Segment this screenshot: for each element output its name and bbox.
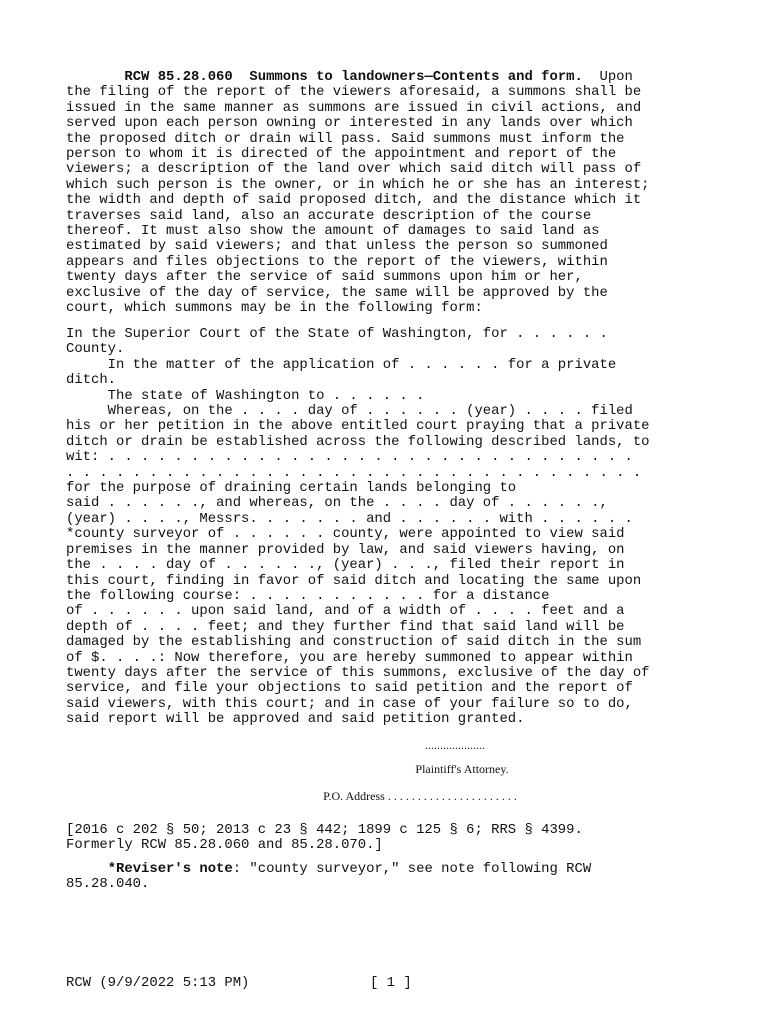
form-line: service, and file your objections to said petition and the report of: [66, 680, 633, 697]
intro-line: traverses said land, also an accurate description of the course: [66, 207, 592, 224]
form-line: . . . . . . . . . . . . . . . . . . . . . . . . . . . . . . . . . . .: [66, 464, 642, 481]
intro-line: the filing of the report of the viewers aforesaid, a summons shall be: [66, 84, 642, 101]
history-line: [2016 c 202 § 50; 2013 c 23 § 442; 1899 c 125 § 6; RRS § 4399.: [66, 822, 583, 838]
form-line: of . . . . . . upon said land, and of a width of . . . . feet and a: [66, 603, 625, 620]
intro-first: Upon: [582, 69, 633, 85]
form-line: said report will be approved and said petition granted.: [66, 711, 525, 728]
intro-line: issued in the same manner as summons are issued in civil actions, and: [66, 99, 642, 116]
form-line: his or her petition in the above entitled court praying that a private: [66, 418, 650, 435]
form-line: for the purpose of draining certain lands belonging to: [66, 480, 517, 497]
intro-line: exclusive of the day of service, the same will be approved by the: [66, 284, 608, 301]
summons-form: [66, 327, 650, 728]
note-text: : "county surveyor," see note following RCW: [232, 861, 592, 877]
intro-line: viewers; a description of the land over which said ditch will pass of: [66, 161, 642, 178]
note-label: *Reviser's note: [107, 861, 233, 877]
form-line: damaged by the establishing and construction of said ditch in the sum: [66, 634, 642, 651]
form-line: ditch.: [66, 372, 117, 389]
signature-line: ....................: [425, 738, 485, 752]
section-intro: [66, 70, 650, 317]
form-line: Whereas, on the . . . . day of . . . . . . (year) . . . . filed: [66, 403, 633, 420]
footer-timestamp: RCW (9/9/2022 5:13 PM): [66, 975, 250, 991]
note-text: 85.28.040.: [66, 876, 150, 893]
intro-line: estimated by said viewers; and that unless the person so summoned: [66, 238, 608, 255]
form-line: premises in the manner provided by law, and said viewers having, on: [66, 541, 625, 558]
form-line: twenty days after the service of this summons, exclusive of the day of: [66, 664, 650, 681]
attorney-label: Plaintiff's Attorney.: [415, 762, 509, 776]
intro-line: appears and files objections to the report of the viewers, within: [66, 253, 608, 270]
intro-line: court, which summons may be in the following form:: [66, 300, 483, 317]
form-line: The state of Washington to . . . . . .: [66, 387, 425, 404]
form-line: the following course: . . . . . . . . . . . for a distance: [66, 587, 550, 604]
form-line: of $. . . .: Now therefore, you are hereby summoned to appear within: [66, 649, 633, 666]
section-heading: RCW 85.28.060 Summons to landowners—Contents and form.: [124, 69, 583, 85]
intro-line: served upon each person owning or interested in any lands over which: [66, 115, 633, 132]
form-line: depth of . . . . feet; and they further find that said land will be: [66, 618, 625, 635]
form-line: said . . . . . ., and whereas, on the . . . . day of . . . . . .,: [66, 495, 608, 512]
form-line: wit: . . . . . . . . . . . . . . . . . . . . . . . . . . . . . . . .: [66, 449, 633, 466]
po-address: P.O. Address . . . . . . . . . . . . . . . . . . . . . .: [323, 789, 517, 803]
intro-line: which such person is the owner, or in which he or she has an interest;: [66, 176, 650, 193]
intro-line: person to whom it is directed of the appointment and report of the: [66, 146, 617, 163]
form-line: this court, finding in favor of said ditch and locating the same upon: [66, 572, 642, 589]
intro-line: twenty days after the service of said summons upon him or her,: [66, 269, 583, 286]
form-line: *county surveyor of . . . . . . county, were appointed to view said: [66, 526, 625, 543]
history-line: Formerly RCW 85.28.060 and 85.28.070.]: [66, 837, 383, 854]
form-line: In the matter of the application of . . . . . . for a private: [66, 356, 617, 373]
form-line: County.: [66, 341, 125, 358]
history-citation: [66, 823, 583, 854]
form-line: (year) . . . ., Messrs. . . . . . . and . . . . . . with . . . . . .: [66, 510, 633, 527]
revisers-note: [66, 862, 591, 893]
intro-line: the width and depth of said proposed ditch, and the distance which it: [66, 192, 642, 209]
form-line: said viewers, with this court; and in case of your failure so to do,: [66, 695, 633, 712]
intro-line: the proposed ditch or drain will pass. Said summons must inform the: [66, 130, 625, 147]
form-line: In the Superior Court of the State of Washington, for . . . . . .: [66, 326, 608, 342]
form-line: the . . . . day of . . . . . ., (year) . . ., filed their report in: [66, 557, 625, 574]
page-number: [ 1 ]: [370, 975, 412, 991]
intro-line: thereof. It must also show the amount of damages to said land as: [66, 223, 600, 240]
form-line: ditch or drain be established across the following described lands, to: [66, 433, 650, 450]
